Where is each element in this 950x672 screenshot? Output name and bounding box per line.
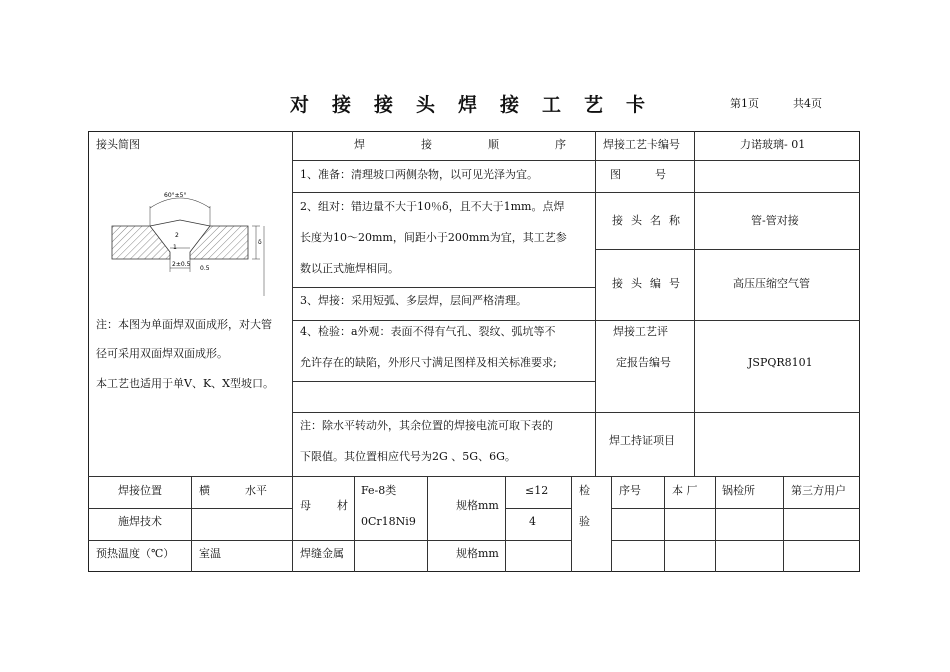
base-metal-label: 母材 [300, 499, 374, 512]
divider [505, 476, 506, 572]
welder-cert-label: 焊工持证项目 [609, 434, 675, 447]
page-total: 共4页 [793, 97, 822, 110]
joint-sketch-diagram [104, 186, 276, 298]
weld-metal-label: 焊缝金属 [300, 547, 344, 560]
groove-angle-label: 60°±5° [164, 192, 187, 199]
divider [611, 476, 612, 572]
preheat-value: 室温 [199, 547, 221, 560]
divider [292, 131, 293, 476]
divider [191, 476, 192, 572]
card-number-value: 力诺玻璃- 01 [740, 138, 806, 151]
base-spec-value-1: ≤12 [525, 484, 549, 497]
divider [427, 476, 428, 572]
divider [595, 320, 860, 321]
divider [664, 476, 665, 572]
divider [595, 192, 860, 193]
weld-spec-label: 规格mm [456, 547, 499, 560]
inspection-label-1: 检 [579, 484, 590, 497]
joint-number-value: 高压压缩空气管 [733, 277, 810, 290]
divider [292, 381, 595, 382]
sequence-line: 下限值。其位置相应代号为2G 、5G、6G。 [300, 450, 516, 463]
sequence-line: 1、准备：清理坡口两侧杂物，以可见光泽为宜。 [300, 168, 538, 181]
inspection-label-2: 验 [579, 515, 590, 528]
report-number-label-2: 定报告编号 [616, 356, 671, 369]
divider [88, 476, 860, 477]
card-number-label: 焊接工艺卡编号 [603, 138, 680, 151]
divider [595, 249, 860, 250]
drawing-number-label: 图号 [610, 168, 700, 181]
joint-name-value: 管-管对接 [751, 214, 799, 227]
sequence-line: 注：除水平转动外，其余位置的焊接电流可取下表的 [300, 419, 553, 432]
sequence-line: 允许存在的缺陷，外形尺寸满足图样及相关标准要求; [300, 356, 557, 369]
col-seq-header: 序号 [619, 484, 641, 497]
divider [292, 320, 595, 321]
technique-label: 施焊技术 [118, 515, 162, 528]
weld-position-label: 焊接位置 [118, 484, 162, 497]
joint-name-label: 接头名称 [612, 214, 688, 227]
root-face-label: 0.5 [200, 265, 210, 272]
weld-position-value-a: 横 [199, 484, 210, 497]
report-number-value: JSPQR8101 [748, 356, 813, 369]
base-spec-value-2: 4 [529, 515, 536, 528]
divider [292, 287, 595, 288]
divider [88, 540, 292, 541]
base-metal-type: Fe-8类 [361, 484, 397, 497]
note-line-2: 径可采用双面焊双面成形。 [96, 347, 228, 360]
divider [715, 476, 716, 572]
page-title: 对接接头焊接工艺卡 [290, 94, 669, 116]
root-gap-label: 2±0.5 [172, 261, 191, 268]
divider [505, 508, 571, 509]
divider [611, 508, 860, 509]
sequence-heading: 焊接顺序 [354, 138, 622, 151]
base-spec-label: 规格mm [456, 499, 499, 512]
note-line-1: 注：本图为单面焊双面成形，对大管 [96, 318, 272, 331]
sequence-line: 4、检验：a外观：表面不得有气孔、裂纹、弧坑等不 [300, 325, 556, 338]
pass-2-label: 2 [175, 232, 179, 239]
page-number: 第1页 [730, 97, 759, 110]
joint-number-label: 接头编号 [612, 277, 688, 290]
divider [292, 192, 595, 193]
pass-1-label: 1 [173, 244, 177, 251]
thickness-label: δ [258, 239, 262, 246]
divider [292, 412, 595, 413]
joint-sketch-heading: 接头简图 [96, 138, 140, 151]
divider [354, 476, 355, 572]
sequence-line: 3、焊接：采用短弧、多层焊，层间严格清理。 [300, 294, 527, 307]
divider [595, 412, 860, 413]
divider [571, 476, 572, 572]
weld-position-value-b: 水平 [245, 484, 267, 497]
preheat-label: 预热温度（℃） [96, 547, 175, 560]
divider [292, 160, 595, 161]
sequence-line: 长度为10～20mm，间距小于200mm为宜，其工艺参 [300, 231, 567, 244]
base-metal-grade: 0Cr18Ni9 [361, 515, 416, 528]
divider [783, 476, 784, 572]
note-line-3: 本工艺也适用于单V、K、X型坡口。 [96, 377, 274, 390]
divider [694, 131, 695, 476]
divider [595, 160, 860, 161]
divider [292, 540, 571, 541]
col-boiler-header: 锅检所 [722, 484, 755, 497]
divider [611, 540, 860, 541]
divider [88, 508, 292, 509]
report-number-label-1: 焊接工艺评 [613, 325, 668, 338]
divider [292, 476, 293, 572]
col-third-party-header: 第三方用户 [791, 484, 846, 497]
sequence-line: 数以正式施焊相同。 [300, 262, 399, 275]
sequence-line: 2、组对：错边量不大于10％δ，且不大于1mm。点焊 [300, 200, 565, 213]
col-factory-header: 本 厂 [672, 484, 698, 497]
divider [595, 131, 596, 476]
